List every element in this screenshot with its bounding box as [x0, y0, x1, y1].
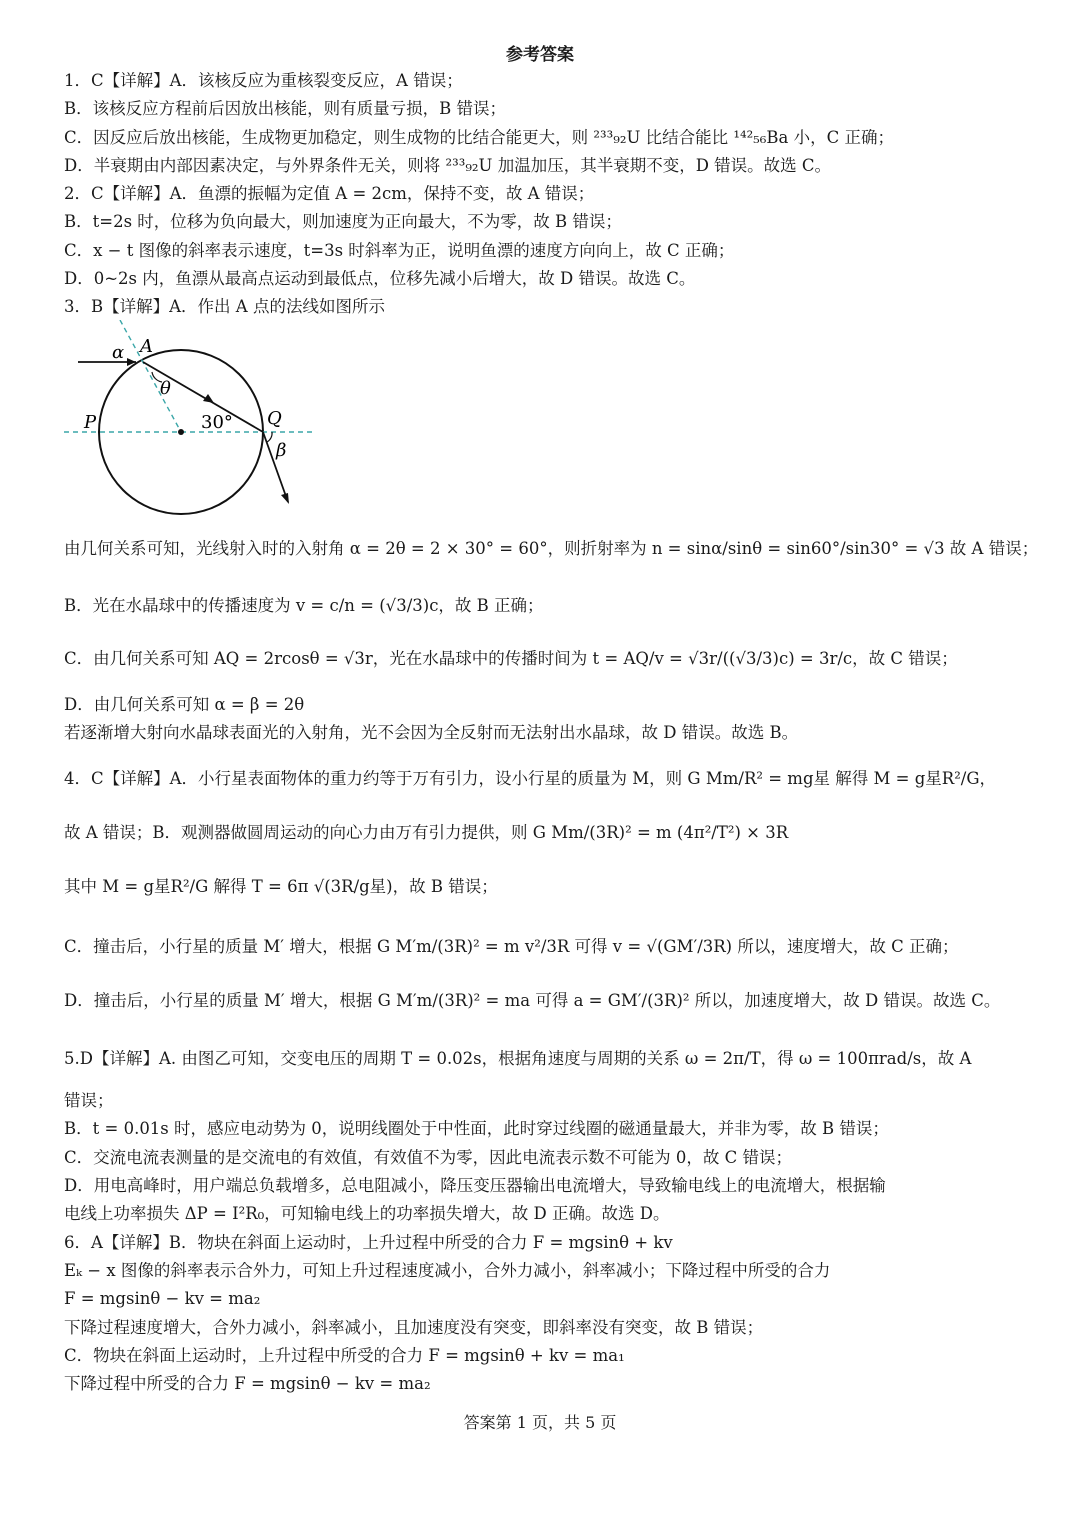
line-q1-c: C．因反应后放出核能，生成物更加稳定，则生成物的比结合能更大，则 ²³³₉₂U 比结合能比 ¹⁴²₅₆Ba 小，C 正确； [64, 128, 894, 147]
line-q5-d: D．用电高峰时，用户端总负载增多，总电阻减小，降压变压器输出电流增大，导致输电线上的电流增大，根据输 [64, 1176, 886, 1195]
line-q4-a: 4．C【详解】A．小行星表面物体的重力约等于万有引力，设小行星的质量为 M，则 G Mm/R² = mg星 解得 M = g星R²/G， [64, 769, 997, 788]
line-q6-a4: 下降过程速度增大，合外力减小，斜率减小，且加速度没有突变，即斜率没有突变，故 B 错误； [64, 1318, 764, 1337]
alpha-label: α [112, 342, 125, 363]
line-q4-c: C．撞击后，小行星的质量 M′ 增大，根据 G M′m/(3R)² = m v²/3R 可得 v = √(GM′/3R) 所以，速度增大，故 C 正确； [64, 937, 959, 956]
center-point [178, 429, 184, 435]
line-q1-b: B．该核反应方程前后因放出核能，则有质量亏损，B 错误； [64, 99, 506, 118]
line-q3-b: B．光在水晶球中的传播速度为 v = c/n = (√3/3)c，故 B 正确； [64, 596, 544, 615]
line-q5-a2: 错误； [64, 1091, 114, 1110]
line-q3-c: C．由几何关系可知 AQ = 2rcosθ = √3r，光在水晶球中的传播时间为 t = AQ/v = √3r/((√3/3)c) = 3r/c，故 C 错误； [64, 649, 958, 668]
point-q-label: Q [267, 408, 282, 429]
line-q3-a2: 由几何关系可知，光线射入时的入射角 α = 2θ = 2 × 30° = 60°，则折射率为 n = sinα/sinθ = sin60°/sin30° = √3 故 A 错误； [64, 539, 1039, 558]
line-q2-c: C．x − t 图像的斜率表示速度，t=3s 时斜率为正，说明鱼漂的速度方向向上，故 C 正确； [64, 241, 735, 260]
point-a-label: A [140, 336, 153, 357]
page-footer: 答案第 1 页，共 5 页 [463, 1413, 617, 1432]
line-q6-a: 6．A【详解】B．物块在斜面上运动时，上升过程中所受的合力 F = mgsinθ + kv [64, 1233, 673, 1252]
line-q4-b2: 其中 M = g星R²/G 解得 T = 6π √(3R/g星)，故 B 错误； [64, 877, 498, 896]
beta-arc [267, 432, 272, 442]
line-q2-b: B．t=2s 时，位移为负向最大，则加速度为正向最大，不为零，故 B 错误； [64, 212, 622, 231]
emergent-arrow [281, 493, 289, 504]
line-q4-b: 故 A 错误；B．观测器做圆周运动的向心力由万有引力提供，则 G Mm/(3R)² = m (4π²/T²) × 3R [64, 823, 789, 842]
page-title: 参考答案 [506, 45, 574, 65]
line-q4-d: D．撞击后，小行星的质量 M′ 增大，根据 G M′m/(3R)² = ma 可得 a = GM′/(3R)² 所以，加速度增大，故 D 错误。故选 C。 [64, 991, 1001, 1010]
line-q5-d2: 电线上功率损失 ΔP = I²R₀，可知输电线上的功率损失增大，故 D 正确。故选 D。 [64, 1204, 670, 1223]
line-q6-a3: F = mgsinθ − kv = ma₂ [64, 1289, 261, 1308]
line-q1-a: 1．C【详解】A．该核反应为重核裂变反应，A 错误； [64, 71, 463, 90]
line-q3-d: D．由几何关系可知 α = β = 2θ [64, 695, 305, 714]
point-p-label: P [84, 412, 97, 433]
line-q5-b: B．t = 0.01s 时，感应电动势为 0，说明线圈处于中性面，此时穿过线圈的磁通量最大，并非为零，故 B 错误； [64, 1119, 889, 1138]
line-q5-c: C．交流电流表测量的是交流电的有效值，有效值不为零，因此电流表示数不可能为 0，故 C 错误； [64, 1148, 792, 1167]
line-q2-d: D．0~2s 内，鱼漂从最高点运动到最低点，位移先减小后增大，故 D 错误。故选 C。 [64, 269, 696, 288]
beta-label: β [276, 440, 287, 461]
refraction-figure [64, 320, 334, 520]
line-q2-a: 2．C【详解】A．鱼漂的振幅为定值 A = 2cm，保持不变，故 A 错误； [64, 184, 595, 203]
line-q6-c2: 下降过程中所受的合力 F = mgsinθ − kv = ma₂ [64, 1374, 431, 1393]
line-q3-a: 3．B【详解】A．作出 A 点的法线如图所示 [64, 297, 385, 316]
line-q3-d2: 若逐渐增大射向水晶球表面光的入射角，光不会因为全反射而无法射出水晶球，故 D 错误。故选 B。 [64, 723, 799, 742]
line-q5-a: 5.D【详解】A. 由图乙可知，交变电压的周期 T = 0.02s，根据角速度与周期的关系 ω = 2π/T，得 ω = 100πrad/s，故 A [64, 1049, 972, 1068]
line-q6-a2: Eₖ − x 图像的斜率表示合外力，可知上升过程速度减小，合外力减小，斜率减小；下降过程中所受的合力 [64, 1261, 831, 1280]
theta-label: θ [160, 378, 171, 399]
angle-label: 30° [201, 412, 233, 433]
line-q6-c: C．物块在斜面上运动时，上升过程中所受的合力 F = mgsinθ + kv = ma₁ [64, 1346, 625, 1365]
line-q1-d: D．半衰期由内部因素决定，与外界条件无关，则将 ²³³₉₂U 加温加压，其半衰期不变，D 错误。故选 C。 [64, 156, 832, 175]
